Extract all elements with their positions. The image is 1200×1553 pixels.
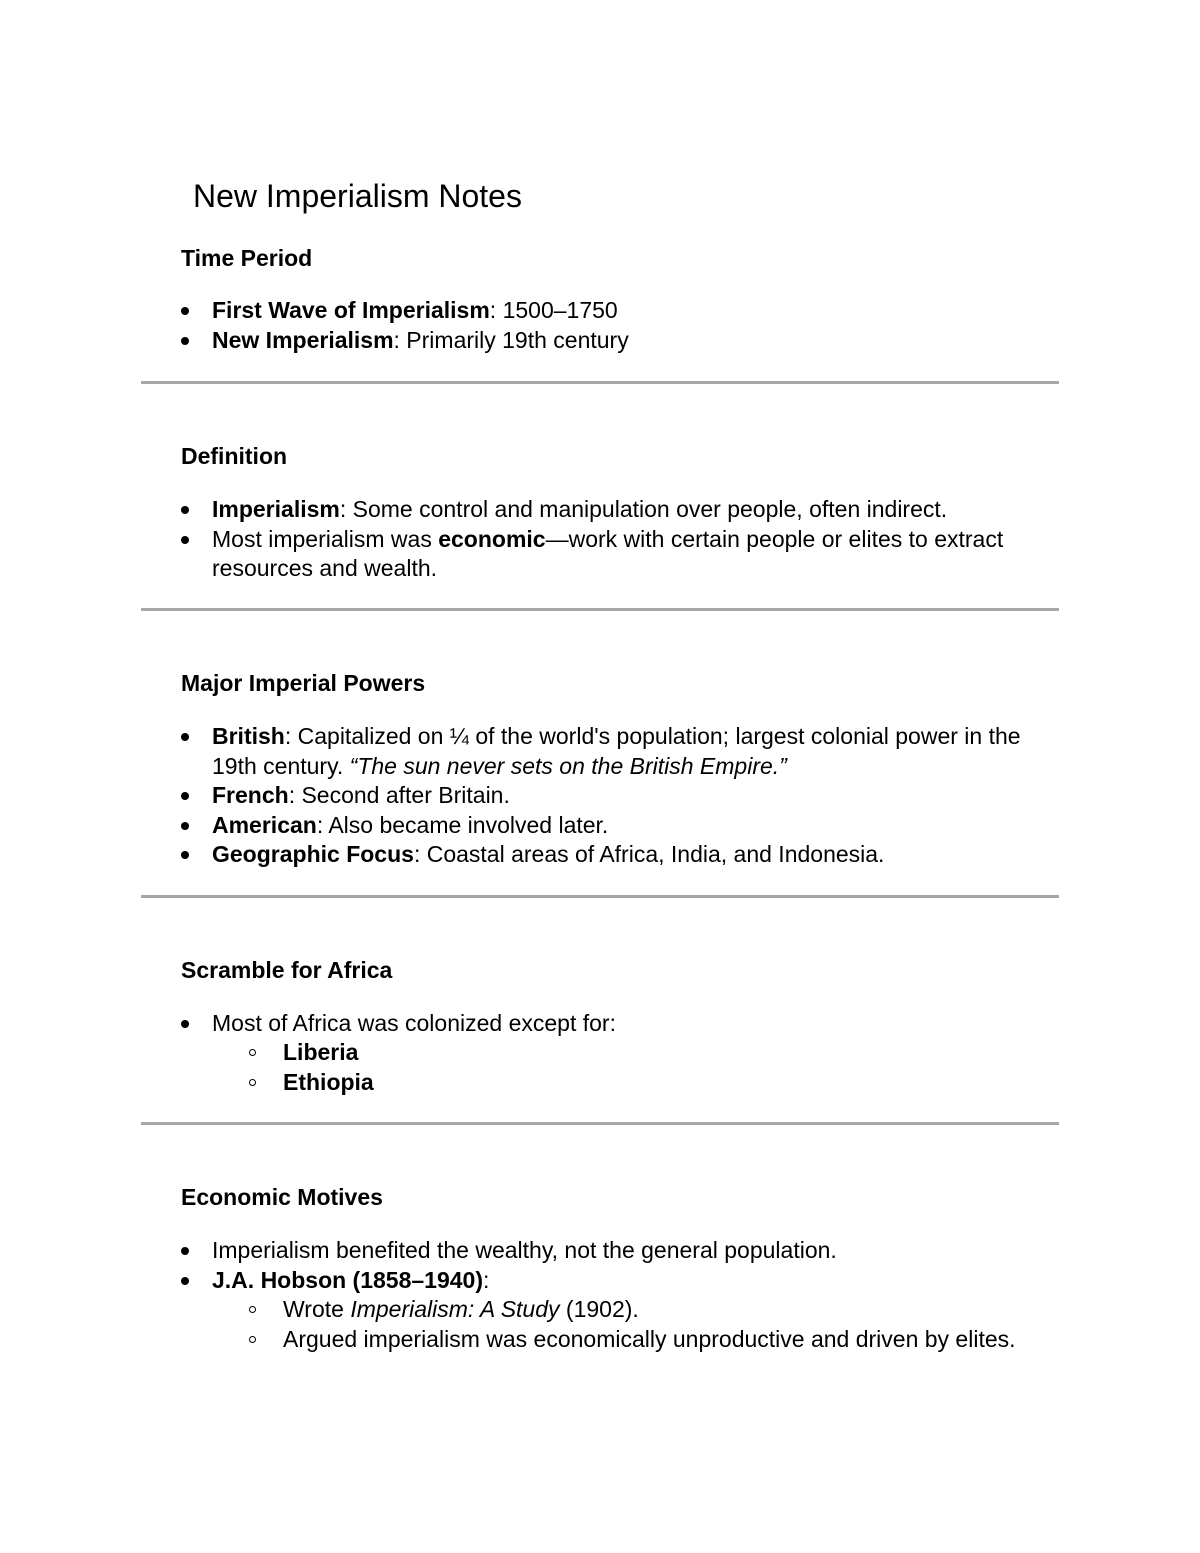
bullet-icon — [181, 822, 189, 830]
section-divider — [141, 895, 1059, 898]
list-item: American: Also became involved later. — [181, 811, 1051, 841]
bullet-icon — [181, 733, 189, 741]
hollow-bullet-icon — [249, 1306, 256, 1313]
bullet-icon — [181, 1247, 189, 1255]
list-item: British: Capitalized on ¼ of the world's population; largest colonial power in the 19th century. “The sun never sets on the British Empire.” — [181, 722, 1051, 781]
section-divider — [141, 1122, 1059, 1125]
scramble-sublist — [181, 1038, 1051, 1097]
hollow-bullet-icon — [249, 1079, 256, 1086]
bullet-icon — [181, 506, 189, 514]
list-item: Imperialism: Some control and manipulation over people, often indirect. — [181, 495, 1051, 525]
section-divider — [141, 608, 1059, 611]
scramble-list — [181, 1009, 1051, 1039]
page-title: New Imperialism Notes — [193, 178, 522, 214]
hollow-bullet-icon — [249, 1049, 256, 1056]
section-heading-time-period: Time Period — [181, 245, 313, 271]
list-item: Ethiopia — [181, 1068, 1051, 1098]
definition-list — [181, 495, 1051, 584]
list-item: First Wave of Imperialism: 1500–1750 — [181, 296, 1051, 326]
bullet-icon — [181, 1020, 189, 1028]
section-heading-economic-motives: Economic Motives — [181, 1184, 383, 1210]
bullet-icon — [181, 536, 189, 544]
section-heading-scramble-for-africa: Scramble for Africa — [181, 957, 393, 983]
economic-sublist — [181, 1295, 1051, 1354]
bullet-icon — [181, 337, 189, 345]
bullet-icon — [181, 307, 189, 315]
list-item: Geographic Focus: Coastal areas of Africa, India, and Indonesia. — [181, 840, 1051, 870]
list-item: Argued imperialism was economically unproductive and driven by elites. — [181, 1325, 1051, 1355]
bullet-icon — [181, 1277, 189, 1285]
section-heading-definition: Definition — [181, 443, 288, 469]
list-item: Most imperialism was economic—work with certain people or elites to extract resources and wealth. — [181, 525, 1051, 584]
bullet-icon — [181, 851, 189, 859]
section-heading-major-imperial-powers: Major Imperial Powers — [181, 670, 426, 696]
bullet-icon — [181, 792, 189, 800]
section-divider — [141, 381, 1059, 384]
powers-list — [181, 722, 1051, 870]
list-item: Imperialism benefited the wealthy, not the general population. — [181, 1236, 1051, 1266]
time-period-list — [181, 296, 1051, 355]
list-item: French: Second after Britain. — [181, 781, 1051, 811]
hollow-bullet-icon — [249, 1336, 256, 1343]
list-item: Wrote Imperialism: A Study (1902). — [181, 1295, 1051, 1325]
list-item: New Imperialism: Primarily 19th century — [181, 326, 1051, 356]
list-item: Most of Africa was colonized except for: — [181, 1009, 1051, 1039]
list-item: J.A. Hobson (1858–1940): — [181, 1266, 1051, 1296]
economic-list — [181, 1236, 1051, 1295]
list-item: Liberia — [181, 1038, 1051, 1068]
